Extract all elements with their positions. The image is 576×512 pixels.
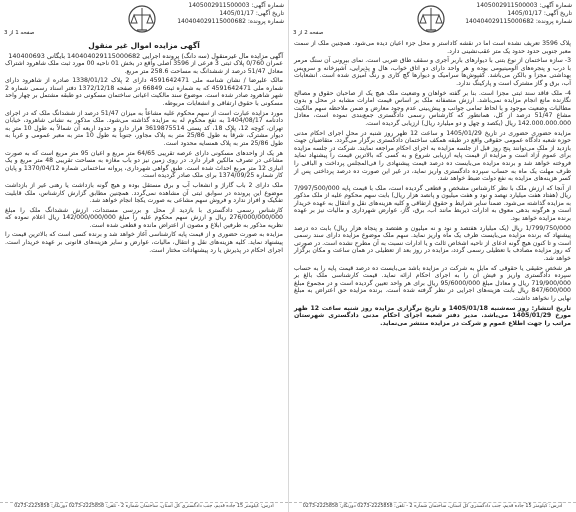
publication-date-paragraph: تاریخ انتشار: روز سه‌شنبه 1405/01/18 و تاریخ برگزاری مزایده روز شنبه ساعت 12 ظهر مورخ 1405/01/29 می‌باشد. مدیر دفتر شعبه اجرای احکام مدنی دادگستری شهرستان مراتب را جهت اطلاع عموم و شرکت در مزایده منتشر می‌نماید. [294, 304, 571, 327]
body-paragraph: 1/799/750/000 ریال (یک میلیارد هفتصد و نود و نه میلیون و هفتصد و پنجاه هزار ریال) بابت ده درصد پیشنهاد که برنده مزایده می‌بایست ظرف یک ماه واریز نماید. سهم ملک موضوع مزایده دارای سند رسمی است و تا کنون هیچ گونه ادعای از ناحیه اشخاص ثالث و یا ادارات نسبت به آن مطرح نشده است. در صورتی که روز مزایده مصادف با تعطیلی رسمی گردد، مزایده در روز بعد از تعطیلی در همان ساعت و مکان برگزار خواهد شد. [294, 224, 571, 263]
body-paragraph: مزایده به صورت حضوری و از قیمت پایه کارشناسی آغاز خواهد شد و برنده کسی است که بالاترین قیمت را پیشنهاد نماید. کلیه هزینه‌های نقل و انتقال، مالیات، عوارض و سایر هزینه‌های قانونی بر عهده خریدار است. اجرای احکام در پذیرش یا رد پیشنهادات مختار است. [5, 231, 283, 254]
page-footer-address: آدرس: کیلومتر 15 جاده قدیم، جنب دادگستری کل استان، ساختمان شماره 2 - تلفن: 2225858-0273 دورنگار: 2225858-0273 [0, 502, 288, 509]
body-paragraph: هر یک از واحدهای مسکونی دارای عرصه تقریبی 64/65 متر مربع و اعیان 95 متر مربع است که به صورت مشاعی در تصرف مالکین قرار دارد. در روی زمین نیز دو باب مغازه به مساحت تقریبی 48 متر مربع و یک انباری 12 متر مربع احداث شده است. طبق گواهی شهرداری، پروانه ساختمانی شماره 1370/04/12 و پایان کار شماره 1374/09/25 برای ملک صادر گردیده است. [5, 149, 283, 180]
body-paragraph: 4- ملک فاقد سند ثبتی مجزا است. بنا بر گفته خواهان و وضعیت ملک هیچ یک از صاحبان حقوق و مصالح نگارنده مانع انجام مزایده نمی‌باشد. ارزش منصفانه ملک بر اساس قیمت امارات مشابه در محل و بدون مطالبات وضعیت موجود و با لحاظ تمامی جوانب و پیش‌بینی عدم وجود معارض و ضمن ملاحظه سهم مالکیت مشاع 51/47 درصد از کل، همانطور که کارشناس رسمی دادگستری جمع‌بندی نموده است، معادل 142.000.000.000 ریال (یکصد و چهل و دو میلیارد ریال) ارزیابی گردیده است. [294, 89, 571, 127]
announcement-meta [465, 2, 572, 27]
document-page-right [288, 0, 576, 512]
page-footer-address: آدرس: کیلومتر 15 جاده قدیم، جنب دادگستری کل استان، ساختمان شماره 2 - تلفن: 2225858-0273 دورنگار: 2225858-0273 [289, 502, 576, 509]
announcement-date: تاریخ آگهی: 1405/01/17 [507, 10, 572, 18]
body-paragraph: کارشناس رسمی دادگستری با بازدید از محل و بررسی مستندات، ارزش ششدانگ ملک را مبلغ 276/000/000/000 ریال و ارزش سهم محکوم علیه را مبلغ 142/000/000/000 ریال اعلام نموده که نظریه مذکور به طرفین ابلاغ و مصون از اعتراض مانده و قطعی شده است. [5, 206, 283, 229]
page-number: صفحه 2 از 3 [293, 30, 324, 36]
case-number: شماره پرونده: 140404029115000682 [177, 18, 284, 26]
body-paragraph: عمران 0/760 پلاک ثبتی 3 فرعی از 3596 اصلی واقع در بخش 01 ناحیه 00 مورد ثبت ملک شاهرود اشتراک معادل 51/47 درصد از ششدانگ به مساحت 258.6 متر مربع. [5, 60, 283, 75]
body-paragraph: ملک دارای 2 باب گاراژ و انشعاب آب و برق مستقل بوده و هیچ گونه بازداشت یا رهنی غیر از بازداشت موضوع این پرونده در سوابق ثبتی آن مشاهده نمی‌گردد. همچنین مطابق گزارش کارشناس، ملک قابلیت تفکیک و افراز ندارد و فروش سهم مشاعی به صورت یکجا انجام خواهد شد. [5, 181, 284, 205]
announcement-date: تاریخ آگهی: 1405/01/17 [219, 10, 284, 18]
page-number: صفحه 1 از 3 [4, 30, 35, 36]
announcement-meta [177, 2, 284, 27]
page-header [289, 0, 576, 40]
judiciary-emblem-icon [124, 3, 160, 37]
body-paragraph: هر شخص حقیقی یا حقوقی که مایل به شرکت در مزایده باشد می‌بایست ده درصد قیمت پایه را به حساب سپرده دادگستری واریز و فیش آن را به اجرای احکام ارائه نماید. قیمت کارشناسی ملک بالغ بر 719/900/000 ریال و معادل مبلغ 95/6000/000 ریال برای هر واحد تعیین گردیده است و در مجموع مبلغ 847/600/000 ریال بابت هزینه‌های اجرایی در نظر گرفته شده است. برنده مزایده حق اعتراض به مبلغ نهایی را نخواهد داشت. [294, 264, 571, 302]
judiciary-emblem-icon [413, 3, 449, 37]
body-paragraph: مورد مزایده عبارت است از سهم محکوم علیه مشاعاً به میزان 51/47 درصد از ششدانگ ملک که در اجرای دادنامه 1404/08/17 به نفع محکوم له به مزایده گذاشته می‌شود. ملک مذکور به نشانی شاهرود، خیابان تهران، کوچه 12، پلاک 18، کد پستی 3619875514 قرار دارد و حدود اربعه آن شمالاً به طول 10 متر به دیوار مشترک، شرقاً به طول 25/86 متر به پلاک مجاور، جنوباً به طول 10 متر به معبر عمومی و غرباً به طول 25/86 متر به پلاک همسایه محدود است. [5, 109, 283, 147]
case-number: شماره پرونده: 140404029115000682 [465, 18, 572, 26]
announcement-number: شماره آگهی: 1405002911500003 [188, 2, 284, 9]
body-paragraph: از آنجا که ارزش ملک با نظر کارشناس مشخص و قطعی گردیده است، ملک با قیمت پایه 7/997/500/000 ریال (هفتاد هفت میلیارد نهصد و نود و هفت میلیون و پانصد هزار ریال) بابت سهم محکوم علیه از ملک مذکور به مزایده گذاشته می‌شود. ضمناً سایر شرایط و حقوق ارتفاقی و کلیه هزینه‌های نقل و انتقال به عهده خریدار است و هرگونه بدهی معوق به ادارات ذیربط مانند آب، برق، گاز، عوارض شهرداری و مالیات نیز بر عهده برنده مزایده خواهد بود. [294, 184, 571, 223]
announcement-title: آگهی مزایده اموال غیر منقول [88, 41, 200, 50]
announcement-number: شماره آگهی: 1405002911500003 [476, 2, 572, 9]
body-paragraph: 3- سازه ساختمان از نوع بتنی با دیوارهای باربر آجری و سقف طاق ضربی است. نمای بیرونی آن سنگ مرمر با درب و پنجره‌های آلومینیومی بوده و هر واحد دارای دو اتاق خواب، هال و پذیرایی، آشپزخانه و سرویس بهداشتی مجزا و بالکن می‌باشد. کفپوش‌ها سرامیک و دیوارها گچ کاری و رنگ آمیزی شده است. انشعابات آب، برق و گاز مشترک است و پارکینگ ندارد. [294, 57, 571, 87]
announcement-subtitle: آگهی مزایده مال غیرمنقول (سه دانگ) پرونده اجرایی 140404029115000682 بایگانی 140400693 [8, 52, 283, 60]
body-paragraph: مزایده حضوری حضوری در تاریخ 1405/01/29 و ساعت 12 ظهر روز شنبه در محل اجرای احکام مدنی حوزه شعبه دادگاه عمومی حقوقی واقع در طبقه همکف ساختمان دادگستری برگزار می‌گردد. متقاضیان جهت بازدید از ملک می‌توانند پنج روز قبل از جلسه مزایده به اجرای احکام مراجعه نمایند. شرکت در جلسه مزایده برای عموم آزاد است و مزایده از قیمت پایه ارزیابی شروع و به کسی که بالاترین قیمت را پیشنهاد نماید فروخته خواهد شد و برنده مزایده می‌بایست ده درصد قیمت پیشنهادی را فی‌المجلس پرداخت و الباقی را ظرف مهلت یک ماه به حساب سپرده دادگستری واریز نماید، در غیر این صورت ده درصد پرداختی پس از کسر هزینه‌های مزایده به نفع دولت ضبط خواهد شد. [294, 129, 571, 183]
announcement-body [0, 60, 288, 254]
body-paragraph: پلاک 3596 تعریف نشده است اما در نقشه کاداستر و محل جزء اعیان دیده می‌شود. همچنین ملک از سمت معبر جنوبی حدود حدود یک متر عقب‌نشینی دارد. [294, 40, 572, 55]
page-header [0, 0, 288, 40]
announcement-body [289, 40, 576, 327]
body-paragraph: مالک علیرضا / نشان شناسه ملی 4591642471 دارای 2 پلاک 1338/01/12 صادره از شاهرود دارای شماره ملی 4591642471 که به شماره ثبت 66849 در صفحه 1372/12/18 دفتر اسناد رسمی شماره 2 شهر شاهرود صادر شده است. موضوع سند مالکیت اعیانی ساختمان مسکونی دو طبقه مشتمل بر چهار واحد مسکونی با حقوق ارتفاقی و انشعابات مربوطه. [5, 77, 283, 107]
